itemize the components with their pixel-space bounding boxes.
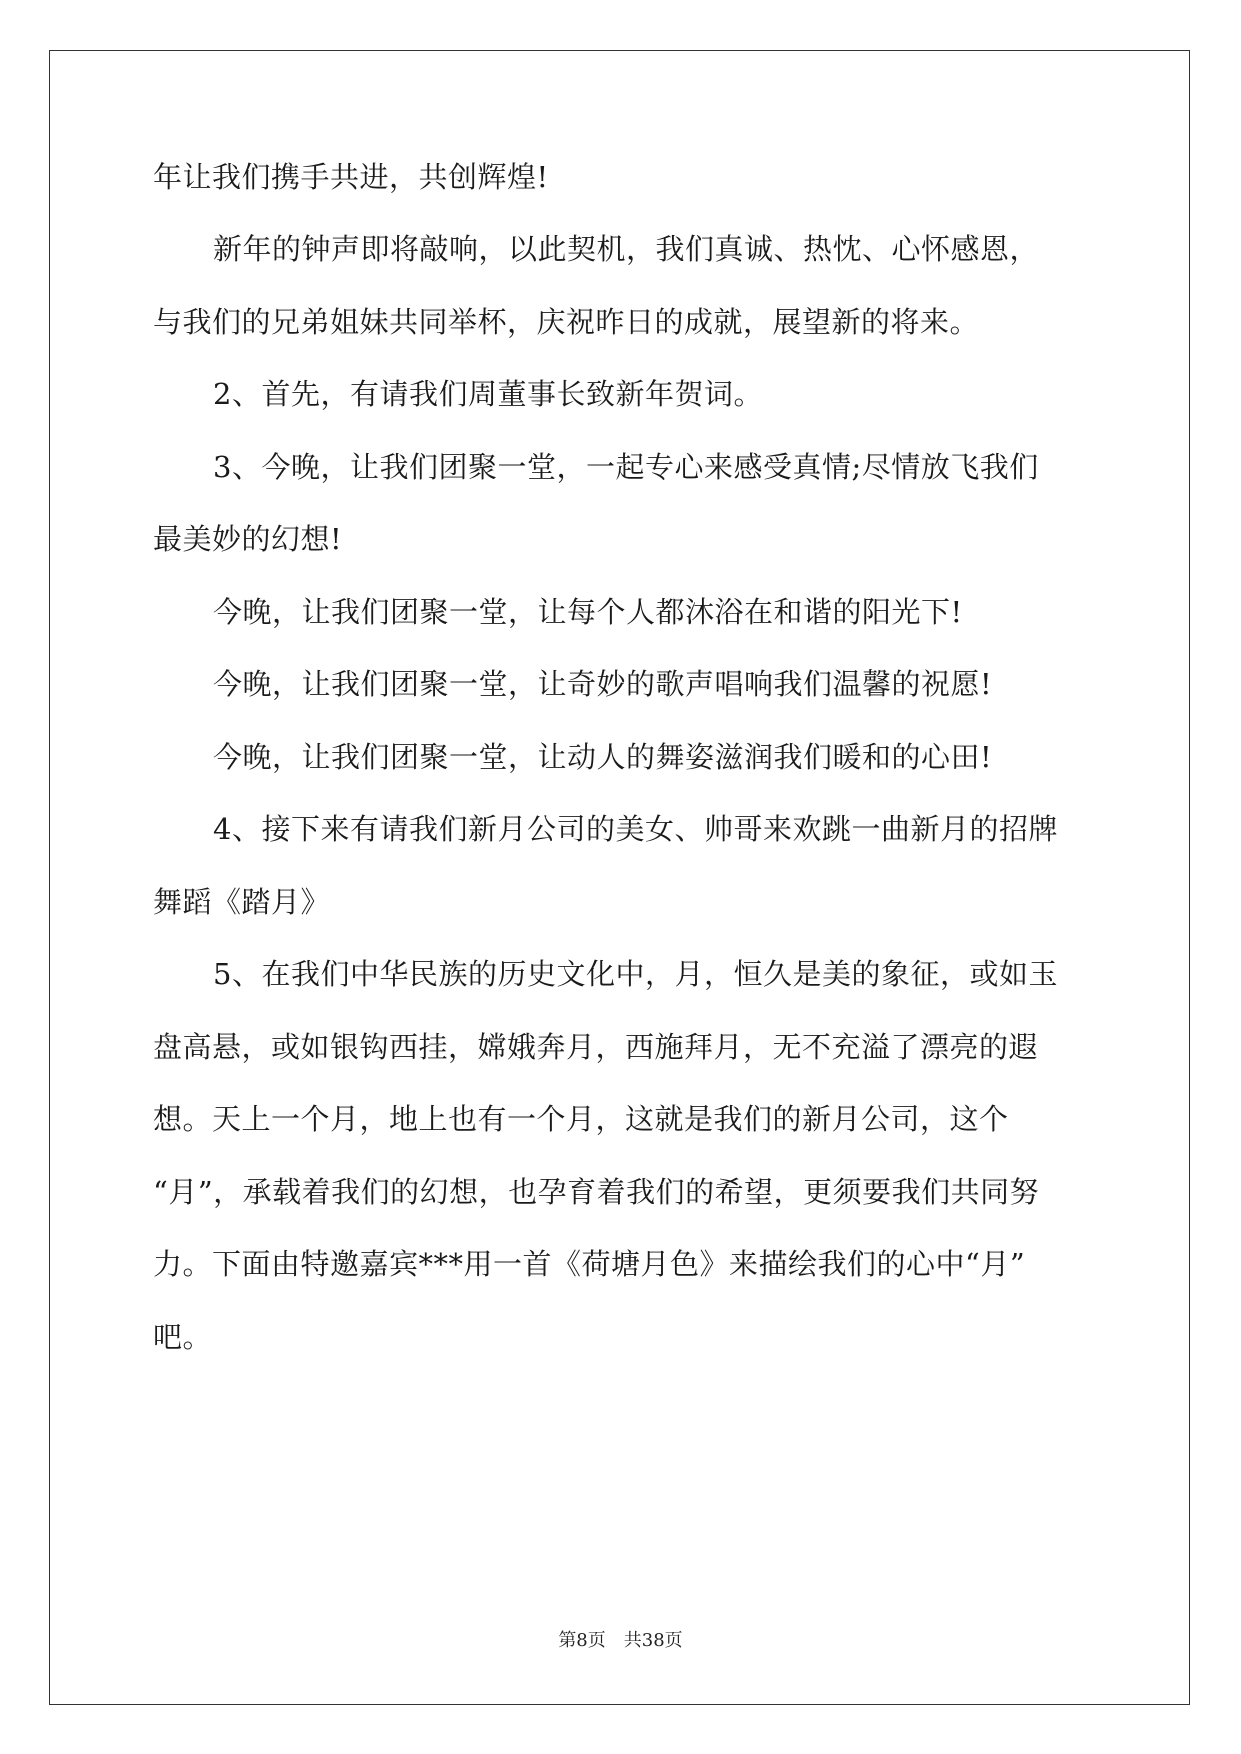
text-line: 今晚，让我们团聚一堂，让每个人都沐浴在和谐的阳光下! (213, 595, 963, 629)
text-line: “月”，承载着我们的幻想，也孕育着我们的希望，更须要我们共同努 (153, 1175, 1040, 1209)
page-footer (0, 1630, 1241, 1652)
text-line: 今晚，让我们团聚一堂，让动人的舞姿滋润我们暖和的心田! (213, 740, 993, 774)
text-line: 与我们的兄弟姐妹共同举杯，庆祝昨日的成就，展望新的将来。 (153, 305, 980, 339)
text-line: 年让我们携手共进，共创辉煌! (153, 160, 549, 194)
text-line: 新年的钟声即将敲响，以此契机，我们真诚、热忱、心怀感恩， (213, 232, 1040, 266)
page-number: 第8页 (558, 1630, 606, 1651)
page-total: 共38页 (623, 1630, 683, 1651)
text-line: 吧。 (153, 1320, 213, 1354)
text-line: 盘高悬，或如银钩西挂，嫦娥奔月，西施拜月，无不充溢了漂亮的遐 (153, 1030, 1039, 1064)
text-line: 今晚，让我们团聚一堂，让奇妙的歌声唱响我们温馨的祝愿! (213, 667, 993, 701)
text-line: 3、今晚，让我们团聚一堂，一起专心来感受真情;尽情放飞我们 (213, 450, 1039, 484)
text-line: 舞蹈《踏月》 (153, 885, 331, 919)
text-line: 想。天上一个月，地上也有一个月，这就是我们的新月公司，这个 (153, 1102, 1009, 1136)
page-border (49, 50, 1190, 1705)
text-line: 4、接下来有请我们新月公司的美女、帅哥来欢跳一曲新月的招牌 (213, 812, 1058, 846)
text-line: 力。下面由特邀嘉宾***用一首《荷塘月色》来描绘我们的心中“月” (153, 1247, 1026, 1281)
text-line: 5、在我们中华民族的历史文化中，月，恒久是美的象征，或如玉 (213, 957, 1058, 991)
text-line: 最美妙的幻想! (153, 522, 343, 556)
text-line: 2、首先，有请我们周董事长致新年贺词。 (213, 377, 763, 411)
